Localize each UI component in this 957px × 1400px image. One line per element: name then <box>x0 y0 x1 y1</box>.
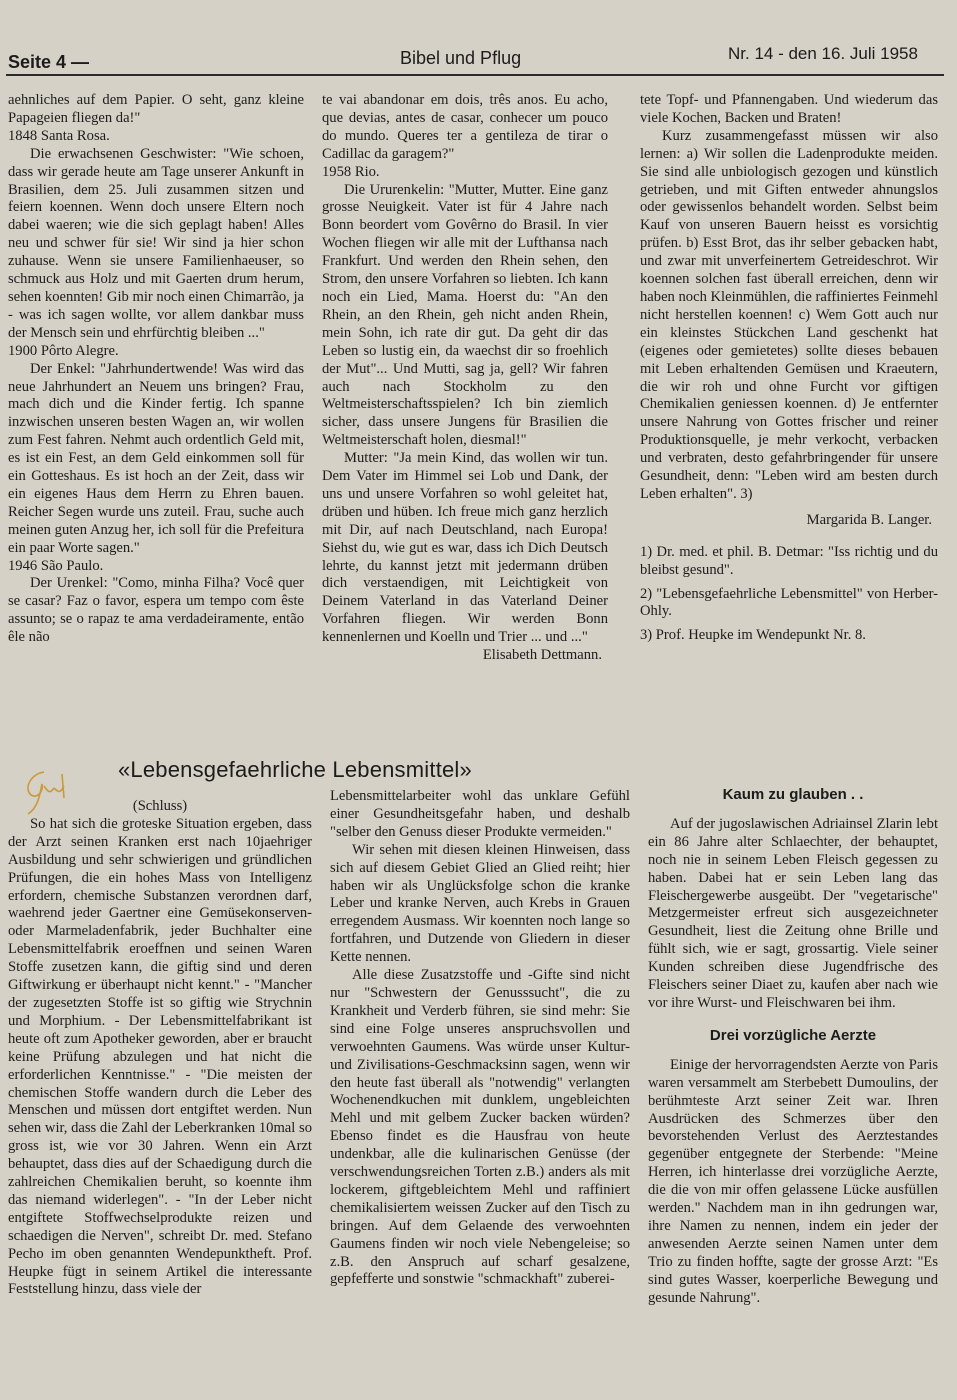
story-paragraph: Mutter: "Ja mein Kind, das wollen wir tun. Dem Vater im Himmel sei Lob und Dank, der uns und unsere Vorfahren so wohl geleitet hat, drüben und hüben. Ich freue mich ganz herzlich mit Dir, auf nach Deutschland, nach Europa! Siehst du, wie gut es war, dass ich Dich Deutsch lehrte, du kannst jetzt mit jedermann drüben dich verstaendigen, mit Leichtigkeit von Deinem Vaterland in das Vaterland Deiner Vorfahren fliegen. Wir werden Bonn kennenlernen und Koelln und Trier ... und ..." <box>322 450 608 646</box>
footnote: 1) Dr. med. et phil. B. Detmar: "Iss richtig und du bleibst gesund". <box>640 543 938 578</box>
diet-column <box>640 92 938 762</box>
issue-date: Nr. 14 - den 16. Juli 1958 <box>728 44 918 63</box>
story-dateline: 1958 Rio. <box>322 163 380 180</box>
article-paragraph: Wir sehen mit diesen kleinen Hinweisen, dass sich auf diesem Gebiet Glied an Glied reiht; hier haben wir als Unglücksfolge schon die kranke Leber und kranke Nerven, auch Krebs in Grauen erregendem Ausmass. Wir koennten noch lange so fortfahren, und Dutzende von Gliedern in dieser Kette nennen. <box>330 841 630 966</box>
story-paragraph: Die Ururenkelin: "Mutter, Mutter. Eine ganz grosse Neuigkeit. Vater ist für 4 Jahre nach Bonn beordert vom Govêrno do Brasil. In vier Wochen fliegen wir alle mit der Lufthansa nach Frankfurt. Und werden den Rhein sehen, den Strom, den unsere Vorfahren so liebten. Ich kann noch ein Lied, Mama. Hoerst du: "An den Rhein, an den Rhein, geh nicht anden Rhein, mein Sohn, ich rate dir gut. Da geht dir das Leben so lustig ein, da waechst dir so froehlich der Mut"... Und Mutti, sag ja, gell? Wir fahren auch nach Stockholm zu den Weltmeisterschaftsspielen? Ich bin ziemlich sicher, dass unsere Jungens für Brasilien die Weltmeisterschaft holen, diesmal!" <box>322 181 608 449</box>
sidebar-column <box>648 786 938 1398</box>
story-paragraph: te vai abandonar em dois, três anos. Eu acho, que devias, antes de casar, conhecer um pouco do mundo. Queres ter a gentileza de tirar o Cadillac da garagem?" <box>322 92 608 162</box>
diet-paragraph: Kurz zusammengefasst müssen wir also lernen: a) Wir sollen die Ladenprodukte meiden. Sie sind alle unbiologisch gezogen und künstlich getrieben, und mit Giften entweder ahnungslos oder gewissenlos behandelt worden. Selbst beim Kauf von unseren Bauern heisst es vorsichtig prüfen. b) Esst Brot, das ihr selber gebacken habt, und zwar mit unverfeinertem Getreideschrot. Wir koennen solchen fast überall erreichen, denn wir haben noch Kleinmühlen, die raffiniertes Feinmehl nicht herstellen koennen! c) Wem Gott auch nur ein kleinstes Stückchen Land geschenkt hat (eigenes oder gemietetes) sollte dieses bebauen mit Leben erhaltenden Gemüsen und Kraeutern, die wir roh und ohne Furcht vor giftigen Chemikalien geniessen koennen. d) Je entfernter unsere Nahrung von Gottes frischer und reiner Produktionsquelle, je mehr verkocht, verbacken und verbraten, desto gefahrbringender für unsere Gesundheit, denn: "Leben wird am besten durch Leben erhalten". 3) <box>640 127 938 502</box>
header-rule <box>6 74 944 76</box>
story-column-2 <box>322 92 608 732</box>
article-title: «Lebensgefaehrliche Lebensmittel» <box>118 757 472 782</box>
story-dateline: 1946 São Paulo. <box>8 557 104 574</box>
story-column-1 <box>8 92 304 732</box>
publication-title: Bibel und Pflug <box>400 48 522 68</box>
page-header <box>0 44 957 74</box>
diet-paragraph: tete Topf- und Pfannengaben. Und wiederum das viele Kochen, Backen und Braten! <box>640 92 938 126</box>
article-paragraph: So hat sich die groteske Situation ergeben, dass der Arzt seinen Kranken erst nach 10jaehriger Ausbildung und sehr schwierigen und gründlichen Prüfungen, die ein hohes Mass von Intelligenz erfordern, chemische Substanzen verordnen darf, waehrend jeder Gaertner eine Gemüsekonserven- oder Marmeladenfabrik, jeder Buchhalter eine Lebensmittelfabrik eroeffnen und seinen Waren Stoffe zusetzen kann, die giftig sind und deren Giftwirkung er überhaupt nicht kennt." - "Mancher der zugesetzten Stoffe ist so giftig wie Strychnin und Morphium. - Der Lebensmittelfabrikant ist heute oft zum Apotheker geworden, aber er braucht keine Prüfung abzulegen und hat nicht die erforderlichen Kenntnisse." - "Die meisten der chemischen Stoffe wandern durch die Leber des Menschen und müssen dort entgiftet werden. Nun sehen wir, dass die Zahl der Leberkranken 10mal so gross ist, wie vor 30 Jahren. Wenn ein Arzt behauptet, dass dies auf der Schaedigung durch die zahlreichen Chemikalien beruht, so koennte ihm das niemand widerlegen". - "In der Leber nicht entgiftete Stoffwechselprodukte reizen und schaedigen die Nerven", schreibt Dr. med. Stefano Pecho im oben genannten Wendepunktheft. Prof. Heupke fügt in seinem Artikel die interessante Feststellung hinzu, dass viele der <box>8 815 312 1298</box>
footnote: 3) Prof. Heupke im Wendepunkt Nr. 8. <box>640 627 866 644</box>
footnote: 2) "Lebensgefaehrliche Lebensmittel" von Herber-Ohly. <box>640 585 938 620</box>
story-paragraph: Der Urenkel: "Como, minha Filha? Você quer se casar? Faz o favor, espera um tempo com êste assunto; se o rapaz te ama verdadeiramente, então êle não <box>8 575 304 646</box>
kaum-paragraph: Auf der jugoslawischen Adriainsel Zlarin lebt ein 86 Jahre alter Schlaechter, der behauptet, noch nie in seinem Leben Fleisch gegessen zu haben. Dabei hat er sein Leben lang das Fleischergewerbe ausgeübt. Der "vegetarische" Metzgermeister erfreut sich ausgezeichneter Gesundheit, liest die Zeitung ohne Brille und fühlt sich, wie er sagt, grossartig. Viele seiner Kunden schreiben diese Jugendfrische des Fleischers seiner Diaet zu, kaufen aber nach wie vor ihre Wurst- und Fleischwaren bei ihm. <box>648 815 938 1011</box>
story-dateline: 1848 Santa Rosa. <box>8 127 110 144</box>
story-dateline: 1900 Pôrto Alegre. <box>8 342 119 359</box>
article-column-2 <box>330 788 630 1398</box>
story-author: Elisabeth Dettmann. <box>482 647 602 664</box>
article-column-1 <box>8 798 312 1398</box>
aerzte-paragraph: Einige der hervorragendsten Aerzte von Paris waren versammelt am Sterbebett Dumoulins, der berühmteste Arzt seiner Zeit war. Ihren Ausdrücken des Schmerzes über den bevorstehenden Verlust des Aerztestandes gegenüber entgegnete der Sterbende: "Meine Herren, ich hinterlasse drei vorzügliche Aerzte, die die von mir offen gelassene Lücke ausfüllen werden." Nachdem man in ihn gedrungen war, ihre Namen zu nennen, indem ein jeder der anwesenden Aerzte seinen Namen unter dem Trio zu finden hoffte, sagte der grosse Arzt: "Es sind gutes Wasser, koerperliche Bewegung und gesunde Nahrung". <box>648 1056 938 1306</box>
diet-author: Margarida B. Langer. <box>806 511 932 528</box>
article-paragraph: Alle diese Zusatzstoffe und -Gifte sind nicht nur "Schwestern der Genusssucht", die zu Krankheit und Verderb führen, sie sind mehr: Sie sind eine Folge unseres anspruchsvollen und verwoehnten Gaumens. Was würde unser Kultur- und Zivilisations-Geschmacksinn sagen, wenn wir den heute fast überall als "notwendig" verlangten Wochenendkuchen mit dunklem, ungebleichten Mehl und mit gelbem Zucker backen würden? Ebenso findet es die Hausfrau von heute undenkbar, alle die kulinarischen Genüsse (der verschwendungsreichen Torten z.B.) anders als mit lockerem, giftgebleichtem Mehl und raffiniert chemikalisiertem weissen Zucker auf den Tisch zu bringen. Auf dem Gelaende des verwoehnten Gaumens finden wir noch viele Nebengeleise; so z.B. den Anspruch auf scharf gesalzene, gepfefferte und sonstwie "schmackhaft" zuberei- <box>330 967 630 1288</box>
kaum-headline: Kaum zu glauben . . <box>722 786 864 803</box>
story-paragraph: Der Enkel: "Jahrhundertwende! Was wird das neue Jahrhundert an Neuem uns bringen? Frau, mach dich und die Kinder fertig. Ich spanne inzwischen unseren besten Wagen an, wir wollen zum Fest fahren. Nehmt auch ordentlich Geld mit, es ist ein Fest, an dem Geld einkommen soll für ein Gotteshaus. Es ist hoch an der Zeit, dass wir ein eigenes Haus dem Herrn zu Ehren bauen. Reicher Segen wurde uns zuteil. Frau, suche auch meinen guten Anzug her, ich soll für die Prefeitura ein paar Worte sagen." <box>8 360 304 556</box>
article-paragraph: Lebensmittelarbeiter wohl das unklare Gefühl einer Gesundheitsgefahr haben, und deshalb "selber den Genuss dieser Produkte vermeiden." <box>330 788 630 840</box>
article-subtitle: (Schluss) <box>132 798 188 814</box>
story-paragraph: aehnliches auf dem Papier. O seht, ganz kleine Papageien fliegen da!" <box>8 92 304 126</box>
story-paragraph: Die erwachsenen Geschwister: "Wie schoen, dass wir gerade heute am Tage unserer Ankunft in Brasilien, dem 25. Juli zusammen sitzen und feiern koennen. Wenn doch unsere Eltern noch dabei waeren; wie die sich geplagt haben! Alles neu und schwer für sie! Wir sind ja hier schon zuhause. Wenn sie unsere Familienhaeuser, so schmuck aus Holz und mit Gaerten drum herum, sehen koennten! Gib mir noch einen Chimarrão, ja - was ich sagen wollte, vor allem dankbar muss der Mensch sein und ehrfürchtig bleiben ..." <box>8 145 304 341</box>
page-number: Seite 4 — <box>8 52 90 72</box>
aerzte-headline: Drei vorzügliche Aerzte <box>709 1026 877 1044</box>
